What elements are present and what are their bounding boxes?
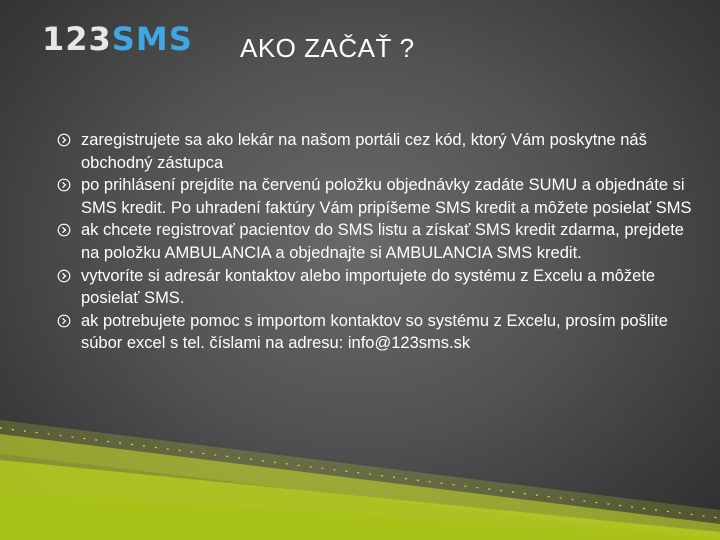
- bullet-text: ak potrebujete pomoc s importom kontaktov so systému z Excelu, prosím pošlite súbor excel s tel. číslami na adresu: info@123sms.sk: [81, 311, 668, 353]
- decorative-green-stripes: [0, 420, 720, 540]
- logo-sms: SMS: [111, 20, 193, 58]
- list-item: [57, 129, 697, 174]
- bullet-text: po prihlásení prejdite na červenú položku objednávky zadáte SUMU a objednáte si SMS kredit. Po uhradení faktúry Vám pripíšeme SMS kredit a môžete posielať SMS: [81, 176, 692, 217]
- circle-arrow-right-icon: [57, 269, 71, 283]
- circle-arrow-right-icon: [57, 314, 71, 328]
- logo-number: 123: [42, 20, 112, 58]
- slide-title: AKO ZAČAŤ ?: [240, 33, 415, 63]
- list-item: [57, 265, 697, 310]
- list-item: [57, 219, 697, 264]
- circle-arrow-right-icon: [57, 178, 71, 192]
- list-item: [57, 310, 697, 355]
- circle-arrow-right-icon: [57, 133, 71, 147]
- bullet-text: ak chcete registrovať pacientov do SMS listu a získať SMS kredit zdarma, prejdete na položku AMBULANCIA a objednajte si AMBULANCIA SMS kredit.: [81, 221, 684, 262]
- list-item: [57, 174, 697, 219]
- logo: [42, 22, 193, 56]
- circle-arrow-right-icon: [57, 223, 71, 237]
- bullet-text: vytvoríte si adresár kontaktov alebo importujete do systému z Excelu a môžete posielať SMS.: [81, 266, 656, 308]
- bullet-text: zaregistrujete sa ako lekár na našom portáli cez kód, ktorý Vám poskytne náš obchodný zástupca: [81, 131, 647, 172]
- bullet-list: [57, 129, 697, 355]
